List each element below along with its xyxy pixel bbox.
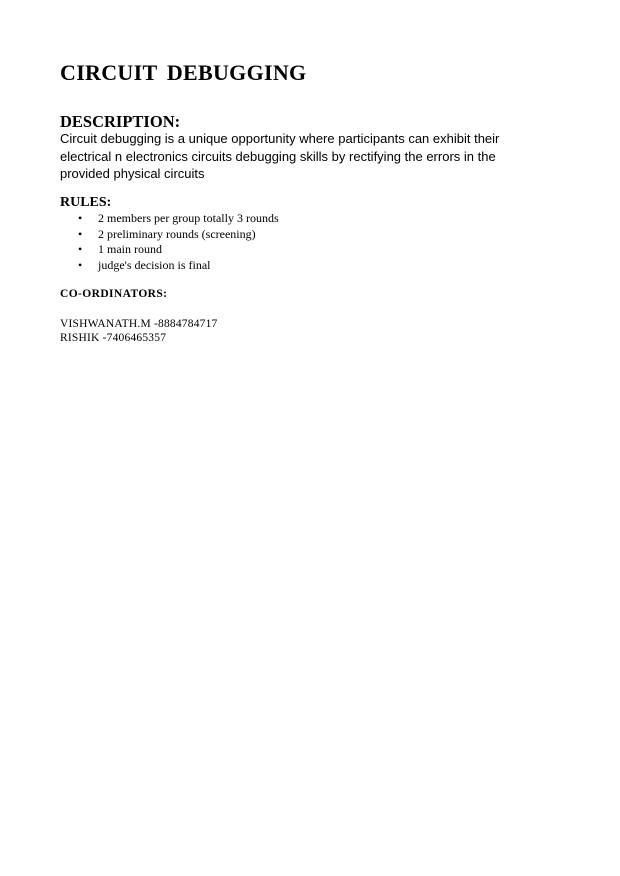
- document-title: CIRCUIT DEBUGGING: [60, 60, 307, 85]
- coordinators-heading: CO-ORDINATORS:: [60, 288, 168, 300]
- bullet-icon: •: [78, 211, 83, 225]
- rule-text: 2 preliminary rounds (screening): [98, 226, 256, 241]
- description-text: Circuit debugging is a unique opportunity where participants can exhibit their electrical n electronics circuits debugging skills by rectifying the errors in the provided physical circuits: [60, 131, 500, 181]
- bullet-icon: •: [78, 226, 83, 241]
- rule-item: [60, 227, 279, 243]
- rule-text: 1 main round: [98, 242, 162, 256]
- rule-text: 2 members per group totally 3 rounds: [98, 211, 279, 225]
- rule-item: [60, 258, 279, 274]
- description-heading: DESCRIPTION:: [60, 112, 181, 131]
- rule-item: [60, 242, 279, 258]
- coordinator-entry: VISHWANATH.M -8884784717: [60, 318, 218, 330]
- coordinator-entry: RISHIK -7406465357: [60, 332, 167, 344]
- rule-text: judge's decision is final: [98, 257, 211, 272]
- rules-list: [60, 211, 279, 273]
- coordinators-list: [60, 317, 218, 345]
- rule-item: [60, 211, 279, 227]
- rules-heading: RULES:: [60, 195, 112, 210]
- bullet-icon: •: [78, 257, 83, 272]
- bullet-icon: •: [78, 242, 83, 256]
